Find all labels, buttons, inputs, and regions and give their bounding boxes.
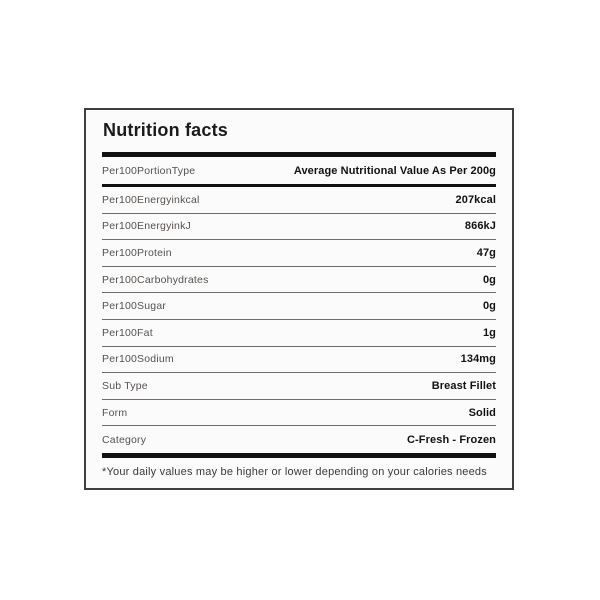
row-value: 1g (482, 326, 496, 339)
row-label: Per100Fat (102, 326, 153, 339)
row-value: 134mg (460, 353, 496, 366)
nutrition-row (102, 400, 496, 427)
daily-values-footnote: *Your daily values may be higher or lower depending on your calories needs (102, 465, 487, 478)
row-label: Per100Sugar (102, 300, 167, 313)
row-value: 866kJ (464, 220, 496, 233)
row-label: Per100PortionType (102, 164, 196, 177)
nutrition-facts-title: Nutrition facts (103, 120, 229, 140)
nutrition-row (102, 373, 496, 400)
row-value: 207kcal (455, 193, 496, 206)
nutrition-row (102, 426, 496, 453)
row-value: Average Nutritional Value As Per 200g (293, 164, 496, 177)
nutrition-header-row (102, 157, 496, 184)
nutrition-facts-card (84, 108, 514, 490)
row-label: Per100Sodium (102, 353, 174, 366)
nutrition-row (102, 347, 496, 374)
row-value: C-Fresh - Frozen (407, 433, 496, 446)
nutrition-rows (102, 187, 496, 453)
nutrition-row (102, 187, 496, 214)
nutrition-row (102, 320, 496, 347)
nutrition-row (102, 240, 496, 267)
row-value: 0g (482, 273, 496, 286)
row-label: Sub Type (102, 379, 148, 392)
row-label: Per100Protein (102, 246, 172, 259)
row-label: Per100Energyinkcal (102, 193, 200, 206)
nutrition-row (102, 293, 496, 320)
nutrition-row (102, 267, 496, 294)
row-value: Breast Fillet (431, 379, 496, 392)
row-value: Solid (468, 406, 496, 419)
row-label: Per100EnergyinkJ (102, 220, 191, 233)
row-value: 0g (482, 300, 496, 313)
row-label: Category (102, 433, 147, 446)
nutrition-row (102, 214, 496, 241)
row-value: 47g (476, 246, 496, 259)
row-label: Form (102, 406, 128, 419)
row-label: Per100Carbohydrates (102, 273, 209, 286)
